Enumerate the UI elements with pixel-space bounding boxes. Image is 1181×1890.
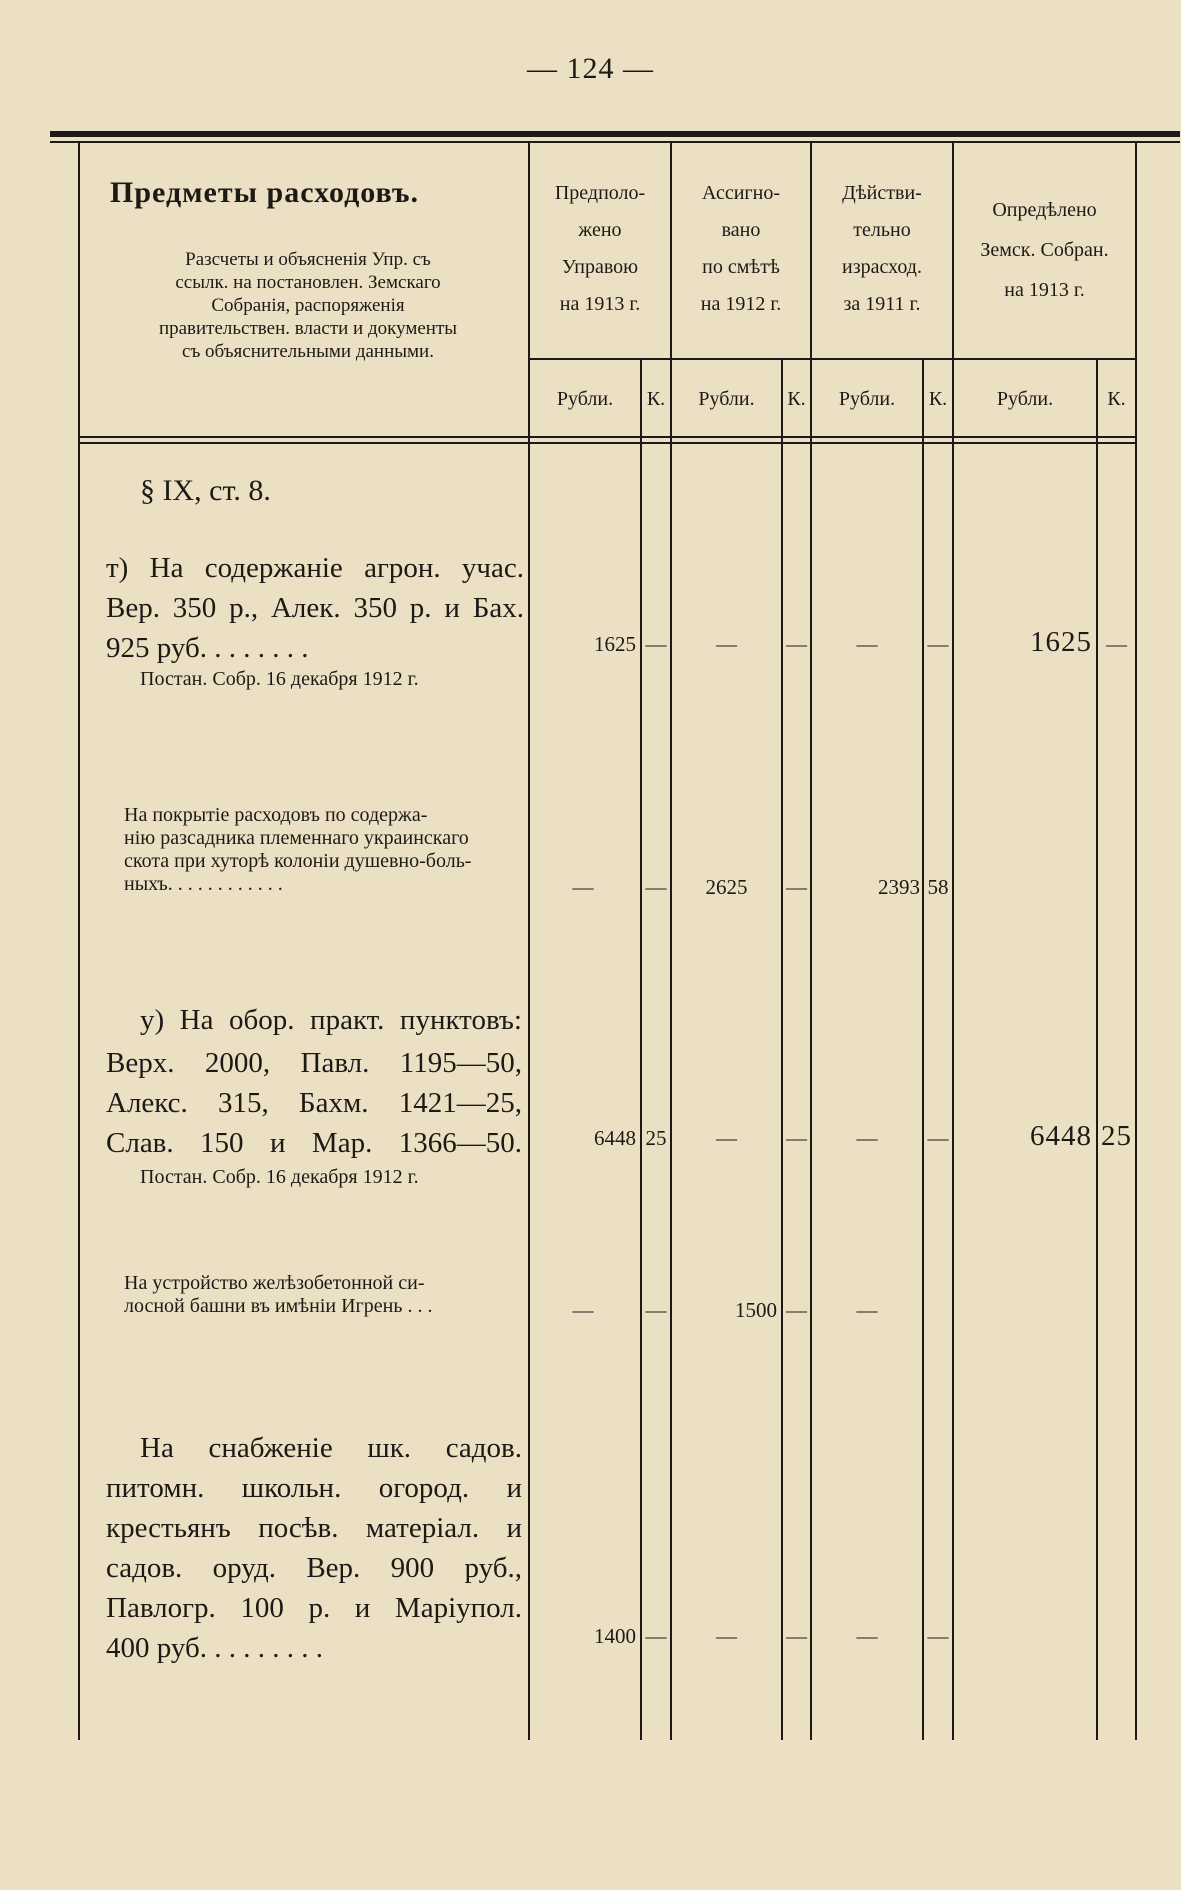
section-heading: § IX, ст. 8. [140,474,271,507]
table-right-border [1135,143,1137,1740]
unit-kop: К. [1107,388,1126,410]
value-spent-rub: — [856,1298,878,1322]
kop-divider-2 [781,358,783,1740]
value-proposed-rub: 1400 [594,1624,636,1648]
page-number: — 124 — [527,52,654,85]
value-spent-rub: — [856,1126,878,1150]
unit-rub: Рубли. [556,388,614,410]
item-text [106,548,524,628]
kop-divider-4 [1096,358,1098,1740]
value-assigned-rub: — [716,632,737,656]
item-text-last: 400 руб. . . . . . . . . [106,1632,323,1664]
col-divider-3 [810,143,812,1740]
item-line: т) На содержаніе агрон. учас. [106,552,524,584]
col-header-line: за 1911 г. [843,293,921,315]
value-proposed-kop: — [645,632,667,656]
col-divider-4 [952,143,954,1740]
header-note: Разсчеты и объясненія Упр. съ ссылк. на постановлен. Земскаго Собранія, распоряженія правительствен. власти и документы съ объяснительными данными. [158,249,458,362]
item-line: ныхъ. . . . . . . . . . . . [124,873,283,895]
kop-divider-3 [922,358,924,1740]
col-header-line: Земск. Собран. [980,239,1109,261]
header-title: Предметы расходовъ. [110,176,419,209]
item-text [106,1043,522,1163]
value-proposed-rub: — [572,1298,594,1322]
col-divider-2 [670,143,672,1740]
col-header-line: по смѣтѣ [702,256,780,278]
unit-rub: Рубли. [698,388,755,410]
col-header-line: на 1913 г. [1004,279,1085,301]
col-header-line: израсход. [842,256,922,278]
item-text [124,1272,522,1318]
value-assigned-rub: 1500 [735,1298,777,1322]
item-line: Слав. 150 и Мар. 1366—50. [106,1127,522,1159]
item-line: садов. оруд. Вер. 900 руб., [106,1552,522,1584]
value-proposed-kop: — [645,1624,667,1648]
item-line: питомн. школьн. огород. и [106,1472,522,1504]
value-proposed-kop: — [645,875,667,899]
unit-kop: К. [646,388,666,410]
item-line: крестьянъ посѣв. матеріал. и [106,1512,522,1544]
col-header-line: Дѣйстви- [842,182,922,204]
value-spent-rub: 2393 [878,875,920,899]
col-header-line: на 1912 г. [700,293,782,315]
unit-row-rule [528,358,1137,360]
resolution-note: Постан. Собр. 16 декабря 1912 г. [140,1166,419,1188]
value-spent-kop: 58 [927,875,949,899]
item-line: нію разсадника племеннаго украинскаго [124,827,469,849]
item-line: лосной башни въ имѣніи Игрень . . . [124,1295,433,1317]
value-assigned-kop: — [786,632,807,656]
value-assigned-kop: — [786,1126,807,1150]
value-assigned-kop: — [786,1298,807,1322]
col-header-line: жено [578,219,622,241]
value-spent-rub: — [856,632,878,656]
item-line: На покрытіе расходовъ по содержа- [124,804,428,826]
item-text [140,1000,522,1040]
value-proposed-rub: 6448 [594,1126,636,1150]
item-line: скота при хуторѣ колоніи душевно-боль- [124,850,472,872]
header-bottom-rule [78,436,1137,438]
value-proposed-rub: — [572,875,594,899]
value-spent-kop: — [927,1126,949,1150]
col-header-proposed [530,175,670,323]
unit-rub: Рубли. [838,388,896,410]
value-spent-kop: — [927,632,949,656]
col-divider-1 [528,143,530,1740]
item-line: Алекс. 315, Бахм. 1421—25, [106,1087,522,1119]
value-assigned-rub: — [716,1126,737,1150]
value-proposed-kop: 25 [645,1126,667,1150]
col-header-line: вано [721,219,761,241]
item-text [124,804,522,896]
item-line: На устройство желѣзобетонной си- [124,1272,425,1294]
item-line: На снабженіе шк. садов. [140,1432,522,1464]
top-rule-thick [50,131,1180,137]
unit-kop: К. [787,388,806,410]
table-left-border [78,143,80,1740]
unit-rub: Рубли. [996,388,1054,410]
value-determined-rub: 1625 [1030,626,1092,658]
item-line: Павлогр. 100 р. и Маріупол. [106,1592,522,1624]
unit-kop: К. [928,388,948,410]
col-header-determined [954,190,1135,310]
header-bottom-rule-2 [78,442,1137,444]
top-rule-thin [50,141,1180,143]
col-header-line: Управою [561,256,639,278]
kop-divider-1 [640,358,642,1740]
item-line: Верх. 2000, Павл. 1195—50, [106,1047,522,1079]
item-line: у) На обор. практ. пунктовъ: [140,1004,522,1036]
value-determined-rub: 6448 [1030,1120,1092,1152]
value-proposed-rub: 1625 [594,632,636,656]
col-header-line: Ассигно- [702,182,780,204]
value-spent-kop: — [927,1624,949,1648]
col-header-spent [812,175,952,323]
value-assigned-rub: — [716,1624,737,1648]
value-assigned-kop: — [786,1624,807,1648]
value-assigned-rub: 2625 [705,875,748,899]
col-header-line: на 1913 г. [559,293,641,315]
resolution-note: Постан. Собр. 16 декабря 1912 г. [140,668,419,690]
value-determined-kop: — [1106,632,1127,656]
value-determined-kop: 25 [1101,1120,1132,1152]
col-header-line: тельно [853,219,911,241]
col-header-assigned [672,175,810,323]
item-text-last: 925 руб. . . . . . . . [106,632,309,664]
value-assigned-kop: — [786,875,807,899]
value-proposed-kop: — [645,1298,667,1322]
item-line: Вер. 350 р., Алек. 350 р. и Бах. [106,592,524,624]
value-spent-rub: — [856,1624,878,1648]
col-header-line: Опредѣлено [992,199,1097,221]
item-text [106,1428,522,1628]
col-header-line: Предполо- [554,182,646,204]
